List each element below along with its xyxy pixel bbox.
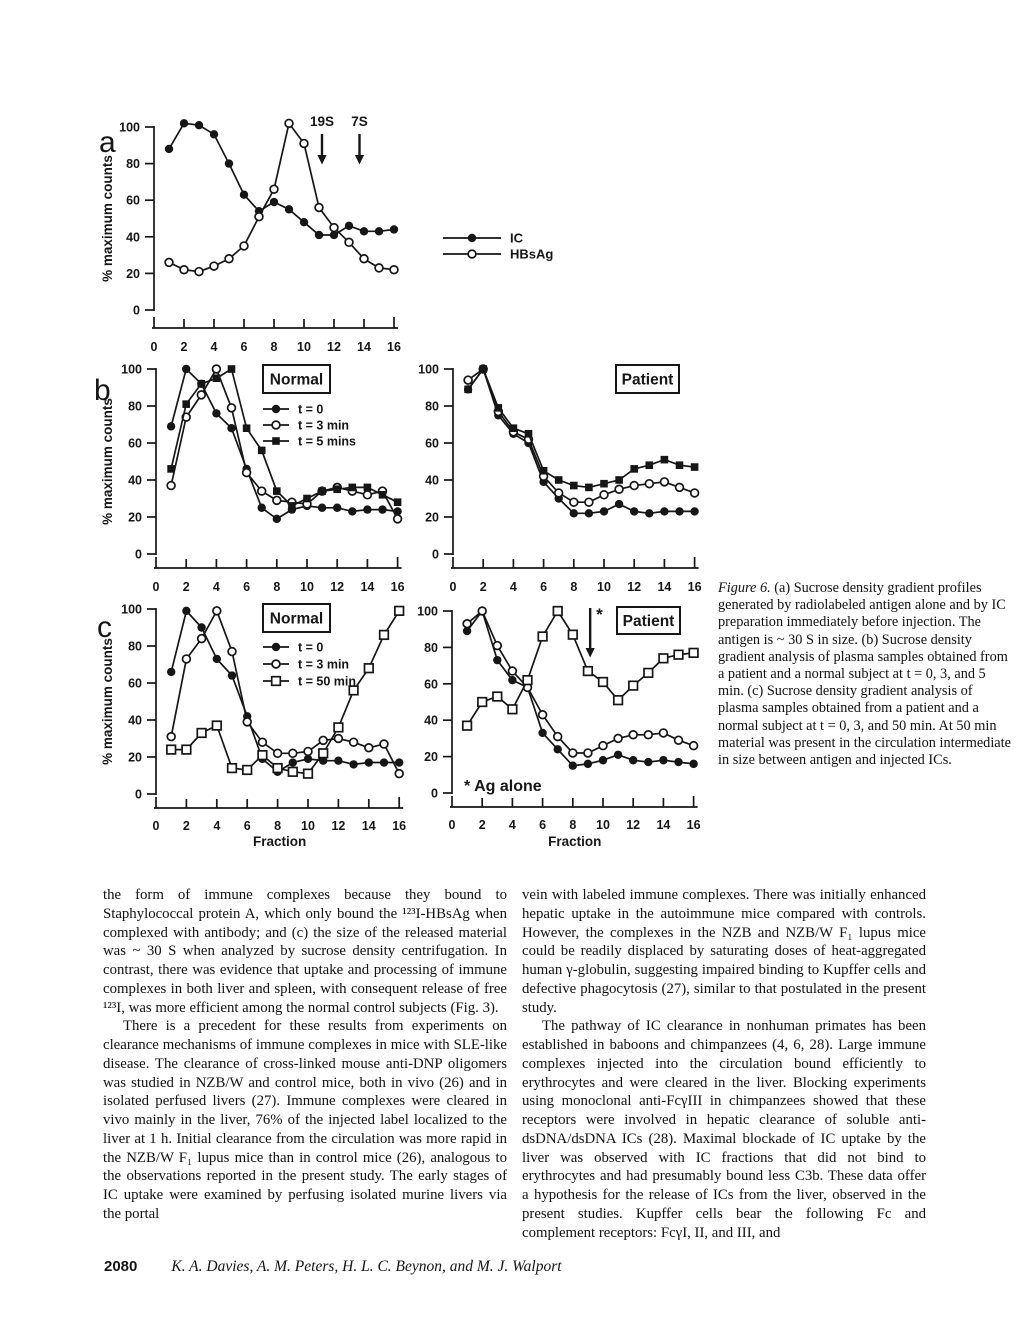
svg-text:14: 14	[360, 580, 375, 594]
panel-title: Normal	[269, 610, 324, 628]
svg-text:6: 6	[540, 580, 548, 594]
y-axis-label: % maximum counts	[100, 398, 115, 525]
svg-text:20: 20	[128, 510, 142, 525]
figure-caption-text: (a) Sucrose density gradient profiles generated by radiolabeled antigen alone and by IC preparation immediately before injection. The antigen is ~ 30 S in size. (b) Sucrose density gradient analysis of plasma samples obtained from a patient and a normal subject at t = 0, 3, and 5 min. (c) Sucrose density gradient analysis of plasma samples obtained from a patient and a normal subject at t = 0, 3, and 50 min. At 50 min material was present in the circulation intermediate in size between antigen and injected ICs.	[718, 580, 1011, 769]
svg-text:4: 4	[212, 580, 220, 594]
svg-text:100: 100	[121, 602, 142, 617]
page-number: 2080	[104, 1258, 138, 1275]
panel-title: Patient	[622, 613, 675, 630]
svg-text:40: 40	[424, 713, 438, 728]
svg-text:16: 16	[686, 818, 701, 832]
svg-text:60: 60	[128, 436, 142, 451]
svg-text:8: 8	[569, 818, 577, 832]
svg-text:10: 10	[297, 340, 311, 354]
figure-caption	[718, 580, 1012, 769]
svg-text:16: 16	[387, 340, 401, 354]
svg-text:16: 16	[687, 580, 702, 594]
svg-text:0: 0	[152, 580, 160, 594]
svg-text:20: 20	[126, 266, 140, 281]
svg-text:8: 8	[273, 580, 281, 594]
legend-label: t = 3 min	[298, 418, 350, 433]
svg-text:0: 0	[133, 303, 140, 318]
svg-text:10: 10	[301, 819, 315, 833]
svg-text:0: 0	[432, 547, 439, 562]
svg-text:14: 14	[357, 340, 371, 354]
svg-text:80: 80	[126, 157, 140, 172]
annotation-label: *	[596, 605, 603, 624]
legend-label: HBsAg	[510, 246, 554, 262]
running-authors: K. A. Davies, A. M. Peters, H. L. C. Beynon, and M. J. Walport	[171, 1258, 562, 1275]
svg-text:2: 2	[479, 580, 487, 594]
svg-text:0: 0	[135, 547, 142, 562]
svg-text:6: 6	[243, 580, 251, 594]
svg-text:14: 14	[656, 818, 671, 832]
svg-text:2: 2	[180, 340, 188, 354]
svg-text:10: 10	[300, 580, 314, 594]
svg-text:16: 16	[392, 819, 407, 833]
panel-letter-c: c	[97, 611, 112, 644]
legend-label: t = 50 min	[298, 674, 357, 689]
svg-text:80: 80	[424, 640, 438, 655]
svg-text:80: 80	[128, 639, 142, 654]
body-column-left	[103, 886, 507, 1224]
svg-text:0: 0	[152, 819, 160, 833]
svg-text:0: 0	[448, 818, 456, 832]
svg-text:4: 4	[213, 819, 221, 833]
svg-text:6: 6	[240, 340, 248, 354]
chart-panel-b-patient	[418, 363, 701, 595]
annotation-label: 19S	[309, 114, 335, 129]
legend-label: t = 3 min	[298, 657, 350, 672]
svg-text:8: 8	[270, 340, 278, 354]
svg-text:10: 10	[597, 580, 611, 594]
chart-panel-c-patient	[417, 605, 700, 850]
svg-text:40: 40	[126, 230, 140, 245]
body-column-right	[522, 886, 926, 1242]
svg-text:6: 6	[243, 819, 251, 833]
svg-text:4: 4	[509, 580, 517, 594]
svg-text:100: 100	[121, 362, 142, 377]
svg-text:12: 12	[327, 340, 341, 354]
legend-label: t = 0	[298, 640, 324, 655]
chart-panel-c-normal	[97, 603, 406, 850]
svg-text:4: 4	[210, 340, 218, 354]
page-footer	[104, 1258, 562, 1276]
svg-text:6: 6	[539, 818, 547, 832]
svg-text:60: 60	[424, 677, 438, 692]
paragraph: the form of immune complexes because they bound to Staphylococcal protein A, which only bound the ¹²³I-HBsAg when complexed with antibody; and (c) the size of the released material was ~ 30 S when analyzed by sucrose density centrifugation. In contrast, there was evidence that uptake and processing of immune complexes in both liver and spleen, with consequent release of free ¹²³I, was more efficient among the normal control subjects (Fig. 3).	[103, 887, 507, 1016]
svg-text:40: 40	[128, 473, 142, 488]
paragraph: There is a precedent for these results from experiments on clearance mechanisms of immune complexes in mice with SLE-like disease. The clearance of cross-linked mouse anti-DNP oligomers was studied in NZB/W and control mice, both in vivo (26) and in isolated perfused livers (27). Immune complexes were cleared in vivo mainly in the liver, 76% of the injected label localized to the liver at 1 h. Initial clearance from the circulation was more rapid in the NZB/W F₁ lupus mice than in control mice (26), analogous to the observations reported in the present study. The early stages of IC uptake were examined by perfusing isolated murine livers via the portal	[103, 1018, 507, 1222]
svg-text:8: 8	[274, 819, 282, 833]
svg-text:4: 4	[508, 818, 516, 832]
svg-text:0: 0	[431, 786, 438, 801]
x-axis-label: Fraction	[252, 834, 307, 849]
svg-text:40: 40	[425, 473, 439, 488]
paragraph: The pathway of IC clearance in nonhuman primates has been established in baboons and chimpanzees (4, 6, 28). Large immune complexes injected into the circulation bound efficiently to erythrocytes and were cleared in the liver. Blocking experiments using monoclonal anti-FcγIII in chimpanzees showed that these receptors were involved in hepatic clearance of soluble anti-dsDNA/dsDNA ICs (28). Maximal blockade of IC uptake by the liver was observed with IC fractions that did not bind to erythrocytes and had presumably bound less C3b. These data offer a hypothesis for the release of ICs from the liver, observed in the present studies. Kupffer cells bear the following Fc and complement receptors: FcγI, II, and III, and	[522, 1018, 926, 1241]
svg-text:14: 14	[657, 580, 672, 594]
y-axis-label: % maximum counts	[100, 155, 115, 282]
legend-label: IC	[510, 230, 523, 246]
svg-text:80: 80	[425, 399, 439, 414]
annotation-label: 7S	[351, 114, 368, 129]
svg-text:0: 0	[150, 340, 158, 354]
svg-text:2: 2	[182, 580, 190, 594]
svg-text:20: 20	[128, 750, 142, 765]
panel-title: Normal	[269, 371, 324, 389]
svg-text:12: 12	[330, 580, 345, 594]
x-axis-label: Fraction	[548, 834, 602, 849]
figure-caption-label: Figure 6.	[718, 580, 771, 596]
panel-note: * Ag alone	[464, 778, 542, 795]
paragraph: vein with labeled immune complexes. There was initially enhanced hepatic uptake in the autoimmune mice compared with controls. However, the complexes in the NZB and NZB/W F₁ lupus mice could be readily displaced by saturating doses of heat-aggregated human γ-globulin, suggesting impaired binding to Kupffer cells and defective phagocytosis (27), similar to that postulated in the present study.	[522, 887, 926, 1016]
svg-text:8: 8	[570, 580, 578, 594]
y-axis-label: % maximum counts	[100, 638, 115, 765]
chart-panel-b-normal	[94, 363, 405, 595]
panel-title: Patient	[621, 371, 674, 389]
panel-letter-a: a	[99, 126, 116, 159]
svg-text:60: 60	[128, 676, 142, 691]
svg-text:60: 60	[126, 193, 140, 208]
panel-letter-b: b	[94, 374, 111, 407]
svg-text:12: 12	[626, 818, 641, 832]
svg-text:80: 80	[128, 399, 142, 414]
legend-label: t = 5 mins	[298, 434, 357, 449]
svg-text:2: 2	[182, 819, 190, 833]
svg-text:2: 2	[478, 818, 486, 832]
svg-text:10: 10	[596, 818, 610, 832]
svg-text:20: 20	[425, 510, 439, 525]
svg-text:0: 0	[449, 580, 457, 594]
svg-text:100: 100	[418, 362, 439, 377]
svg-text:60: 60	[425, 436, 439, 451]
chart-panel-a	[99, 114, 553, 354]
svg-text:100: 100	[119, 120, 140, 135]
svg-text:40: 40	[128, 713, 142, 728]
svg-text:14: 14	[361, 819, 376, 833]
svg-text:100: 100	[417, 604, 438, 619]
svg-text:20: 20	[424, 750, 438, 765]
svg-text:12: 12	[331, 819, 346, 833]
svg-text:12: 12	[627, 580, 642, 594]
legend-label: t = 0	[298, 402, 324, 417]
svg-text:0: 0	[135, 787, 142, 802]
svg-text:16: 16	[390, 580, 405, 594]
